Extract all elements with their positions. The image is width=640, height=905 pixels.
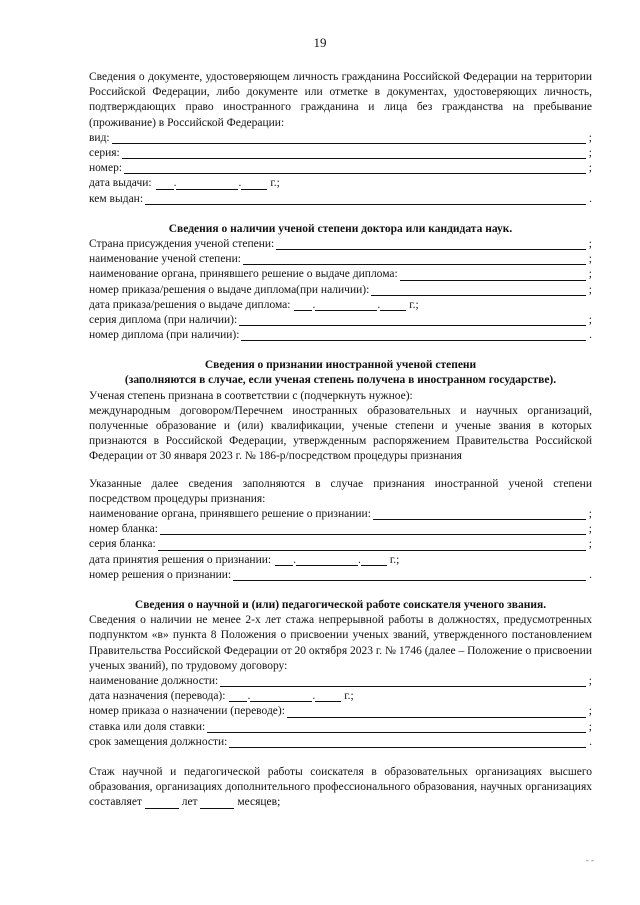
date-month-field[interactable] [250, 690, 312, 702]
form-series-field[interactable] [158, 539, 586, 551]
degree-field-label: Страна присуждения ученой степени: [89, 237, 275, 250]
row-end: ; [588, 675, 592, 688]
work-position-label: наименование должности: [89, 675, 219, 688]
date-day-field[interactable] [156, 178, 174, 190]
row-end: . [589, 329, 592, 342]
date-year-field[interactable] [380, 299, 406, 311]
identity-issued-row [89, 192, 592, 207]
foreign-recognized: Ученая степень признана в соответствии с (подчеркнуть нужное): [89, 389, 413, 402]
row-end: ; [588, 313, 592, 326]
degree-field-label: номер диплома (при наличии): [89, 329, 240, 342]
identity-intro: Сведения о документе, удостоверяющем личность гражданина Российской Федерации на территории Российской Федерации, либо документе или отметке в документах, удостоверяющих личность, подтверждающих право иностранного гражданина и лица без гражданства на пребывание (проживание) в Российской Федерации: [89, 71, 592, 129]
date-month-field[interactable] [315, 299, 377, 311]
identity-number-label: номер: [89, 162, 123, 175]
years-word: лет [181, 796, 198, 809]
position-name-field[interactable] [220, 675, 586, 687]
identity-issued-label: кем выдан: [89, 192, 144, 205]
years-field[interactable] [145, 797, 179, 809]
work-field-label: срок замещения должности: [89, 735, 228, 748]
degree-date-row: дата приказа/решения о выдаче диплома: . . г.; [89, 298, 592, 313]
identity-number-field[interactable] [124, 162, 586, 174]
degree-field-label: номер приказа/решения о выдаче диплома(при наличии): [89, 283, 370, 296]
row-end: ; [588, 720, 592, 733]
date-month-field[interactable] [176, 178, 238, 190]
foreign-field-row [89, 507, 592, 522]
work-heading: Сведения о научной и (или) педагогической работе соискателя ученого звания. [134, 599, 547, 612]
rate-field[interactable] [207, 721, 586, 733]
date-day-field[interactable] [294, 299, 312, 311]
degree-field-label: наименование органа, принявшего решение о выдаче диплома: [89, 268, 398, 281]
degree-authority-field[interactable] [400, 269, 586, 281]
foreign-field-label: номер бланка: [89, 523, 158, 536]
foreign-date-label: дата принятия решения о признании: [89, 553, 272, 566]
row-end: ; [588, 131, 592, 144]
tenure-field[interactable] [229, 736, 586, 748]
identity-kind-row [89, 131, 592, 146]
row-end: ; [588, 523, 592, 536]
work-position-row [89, 674, 592, 689]
identity-series-row [89, 146, 592, 161]
order-number-field[interactable] [287, 706, 586, 718]
row-end: . [589, 735, 592, 748]
foreign-decision-label: номер решения о признании: [89, 568, 232, 581]
foreign-basis: международным договором/Перечнем иностранных образовательных и научных организаций, полученные образование и (или) квалификации, ученые степени и ученые звания в которых признаются в Российской Федерации, утвержденным распоряжением Правительства Российской Федерации от 30 января 2023 г. № 186-р/посредством процедуры признания [89, 404, 592, 463]
row-end: . [589, 568, 592, 581]
degree-heading: Сведения о наличии ученой степени доктора или кандидата наук. [168, 222, 513, 235]
degree-field-row [89, 313, 592, 328]
corner-mark: - - [585, 855, 594, 865]
identity-issued-field[interactable] [145, 193, 586, 205]
foreign-field-row [89, 522, 592, 537]
identity-date-row: дата выдачи: . . г.; [89, 176, 592, 191]
identity-kind-label: вид: [89, 131, 110, 144]
recognition-authority-field[interactable] [373, 508, 586, 520]
date-year-field[interactable] [361, 554, 387, 566]
identity-date-label: дата выдачи: [89, 177, 152, 190]
row-end: ; [588, 508, 592, 521]
work-field-label: номер приказа о назначении (переводе): [89, 705, 285, 718]
page-number: 19 [313, 35, 327, 50]
work-field-label: ставка или доля ставки: [89, 720, 206, 733]
degree-field-label: серия диплома (при наличии): [89, 313, 238, 326]
row-end: ; [588, 253, 592, 266]
date-year-field[interactable] [241, 178, 267, 190]
work-field-row [89, 704, 592, 719]
identity-series-label: серия: [89, 146, 120, 159]
row-end: ; [588, 538, 592, 551]
degree-date-label: дата приказа/решения о выдаче диплома: [89, 298, 291, 311]
foreign-note: Указанные далее сведения заполняются в случае признания иностранной ученой степени посредством процедуры признания: [89, 477, 592, 505]
row-end: ; [588, 268, 592, 281]
row-end: ; [588, 237, 592, 250]
experience-paragraph [89, 765, 592, 811]
work-paragraph: Сведения о наличии не менее 2-х лет стажа непрерывной работы в должностях, предусмотренных подпунктом «в» пункта 8 Положения о присвоении ученых званий, утвержденного постановлением Правительства Российской Федерации от 20 октября 2023 г. № 1746 (далее – Положение о присвоении ученых званий), по трудовому договору: [89, 614, 592, 672]
diploma-number-field[interactable] [241, 329, 586, 341]
row-end: ; [588, 705, 592, 718]
degree-order-number-field[interactable] [371, 284, 585, 296]
form-number-field[interactable] [160, 523, 586, 535]
degree-country-field[interactable] [276, 238, 586, 250]
row-end: ; [588, 146, 592, 159]
foreign-field-label: серия бланка: [89, 538, 156, 551]
work-date-row: дата назначения (перевода): . . г.; [89, 689, 592, 704]
identity-kind-field[interactable] [112, 132, 586, 144]
foreign-decision-row [89, 568, 592, 583]
degree-field-row [89, 328, 592, 343]
identity-number-row [89, 161, 592, 176]
degree-field-label: наименование ученой степени: [89, 253, 241, 266]
experience-text: Стаж научной и педагогической работы соискателя в образовательных организациях высшего образования, организациях дополнительного профессионального образования, научных организациях составляет [89, 765, 592, 809]
degree-field-row [89, 237, 592, 252]
year-suffix: г.; [389, 553, 400, 566]
work-date-label: дата назначения (перевода): [89, 690, 226, 703]
work-field-row [89, 735, 592, 750]
degree-field-row [89, 283, 592, 298]
row-end: ; [588, 283, 592, 296]
work-field-row [89, 720, 592, 735]
decision-number-field[interactable] [233, 569, 586, 581]
months-word: месяцев; [237, 796, 281, 809]
year-suffix: г.; [409, 298, 419, 311]
foreign-field-label: наименование органа, принявшего решение о признании: [89, 508, 371, 521]
date-day-field[interactable] [275, 554, 293, 566]
foreign-subheading: (заполняются в случае, если ученая степень получена в иностранном государстве). [124, 374, 557, 387]
degree-field-row [89, 267, 592, 282]
form-content [89, 70, 592, 811]
year-suffix: г.; [270, 177, 280, 190]
year-suffix: г.; [344, 690, 354, 703]
degree-field-row [89, 252, 592, 267]
months-field[interactable] [200, 797, 234, 809]
row-end: ; [588, 162, 592, 175]
date-year-field[interactable] [315, 690, 341, 702]
date-day-field[interactable] [229, 690, 247, 702]
date-month-field[interactable] [296, 554, 358, 566]
foreign-heading: Сведения о признании иностранной ученой степени [204, 359, 477, 372]
foreign-date-row: дата принятия решения о признании: . . г.; [89, 553, 592, 568]
degree-name-field[interactable] [243, 253, 586, 265]
row-end: . [589, 192, 592, 205]
foreign-field-row [89, 537, 592, 552]
diploma-series-field[interactable] [239, 314, 586, 326]
identity-series-field[interactable] [122, 147, 586, 159]
